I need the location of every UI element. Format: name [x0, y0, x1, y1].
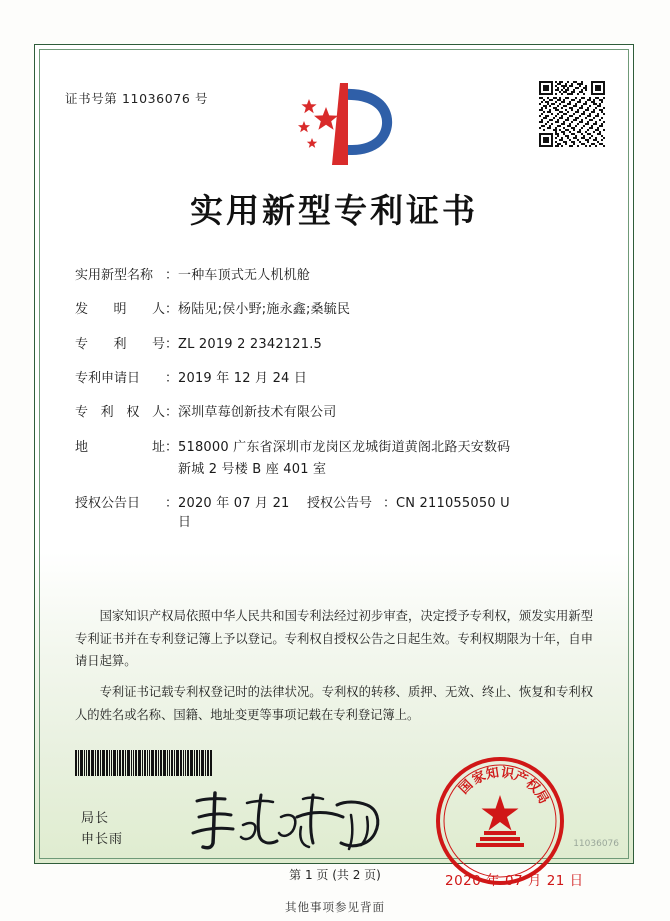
svg-text:知: 知: [484, 765, 501, 783]
label-patentee-char-3: 权: [126, 405, 140, 421]
paragraph-grant-statement: [75, 605, 593, 673]
colon-application-date: ：: [165, 371, 179, 387]
qr-code: [539, 81, 605, 147]
label-patent-number-char-2: 利: [113, 336, 127, 352]
label-patent-number-char-3: 号: [151, 336, 165, 352]
corner-mark: 11036076: [573, 839, 619, 849]
signature-title: 局长: [81, 811, 110, 826]
label-patentee-char-2: 利: [100, 405, 114, 421]
value-utility-model-name: 一种车顶式无人机机舱: [178, 268, 311, 283]
value-address: [178, 439, 595, 480]
field-application-date: [75, 370, 595, 389]
label-patent-number-char-1: 专: [75, 336, 89, 352]
footer-note: 其他事项参见背面: [285, 900, 385, 914]
label-utility-model-name: 实用新型名称: [75, 268, 154, 283]
svg-text:局: 局: [531, 787, 551, 807]
paragraph-grant-statement-text: 国家知识产权局依照中华人民共和国专利法经过初步审查，决定授予专利权，颁发实用新型专利证书并在专利登记簿上予以登记。专利权自授权公告之日起生效。专利权期限为十年，自申请日起算。: [75, 609, 593, 669]
value-address-line2: 新城 2 号楼 B 座 401 室: [178, 461, 327, 477]
value-grant-number: CN 211055050 U: [396, 495, 510, 511]
field-patentee: [75, 404, 595, 423]
paragraph-register-statement: [75, 681, 593, 726]
colon-grant-number: ：: [383, 495, 397, 511]
label-patentee: [75, 404, 165, 423]
colon-address: ：: [165, 439, 179, 455]
label-inventor-char-1: 发: [75, 302, 89, 318]
label-grant-number: 授权公告号: [307, 495, 373, 511]
colon-utility-model-name: ：: [165, 268, 179, 283]
handwritten-signature: [185, 787, 395, 857]
field-address: [75, 439, 595, 480]
field-inventor: [75, 301, 595, 320]
signature-labels: [81, 809, 123, 851]
value-patentee: 深圳草莓创新技术有限公司: [178, 405, 337, 421]
colon-grant-date: ：: [165, 495, 179, 511]
svg-text:产: 产: [511, 768, 530, 788]
value-application-date: 2019 年 12 月 24 日: [178, 371, 308, 387]
colon-patent-number: ：: [165, 336, 179, 352]
svg-text:家: 家: [470, 768, 489, 788]
field-grant-date: [75, 495, 307, 533]
colon-patentee: ：: [165, 405, 179, 421]
barcode: [75, 750, 245, 776]
label-application-date: 专利申请日: [75, 371, 141, 387]
page-number: 第 1 页 (共 2 页): [289, 868, 381, 882]
label-inventor: [75, 301, 165, 320]
field-patent-number: [75, 336, 595, 355]
cnipa-logo-icon: [282, 81, 402, 167]
label-address: [75, 439, 165, 458]
signature-name: 申长雨: [81, 831, 124, 847]
certificate-number: 证书号第 11036076 号: [65, 91, 209, 106]
colon-inventor: ：: [165, 302, 179, 318]
seal-date: 2020 年 07 月 21 日: [445, 873, 584, 889]
field-utility-model-name: [75, 267, 595, 286]
label-grant-date: 授权公告日: [75, 495, 141, 511]
label-patent-number: [75, 336, 165, 355]
label-address-char-1: 地: [75, 439, 89, 455]
field-grant-number: [307, 495, 595, 533]
label-address-char-2: 址: [151, 439, 165, 455]
label-patentee-char-1: 专: [75, 405, 89, 421]
label-patentee-char-4: 人: [151, 405, 165, 421]
label-inventor-char-3: 人: [151, 302, 165, 318]
svg-text:识: 识: [499, 765, 516, 783]
grant-row-split: [75, 495, 595, 533]
field-list: [75, 267, 595, 548]
svg-text:国: 国: [456, 777, 477, 798]
value-patent-number: ZL 2019 2 2342121.5: [178, 336, 323, 352]
svg-text:权: 权: [522, 776, 543, 797]
paragraph-register-statement-text: 专利证书记载专利权登记时的法律状况。专利权的转移、质押、无效、终止、恢复和专利权人的姓名或名称、国籍、地址变更等事项记载在专利登记簿上。: [75, 685, 593, 722]
field-grant-row: [75, 495, 595, 533]
page-title: 实用新型专利证书: [190, 191, 478, 230]
value-address-line1: 518000 广东省深圳市龙岗区龙城街道黄阁北路天安数码: [178, 439, 511, 455]
value-inventor: 杨陆见;侯小野;施永鑫;桑毓民: [178, 302, 351, 318]
label-inventor-char-2: 明: [113, 302, 127, 318]
value-grant-date: 2020 年 07 月 21 日: [178, 495, 290, 530]
